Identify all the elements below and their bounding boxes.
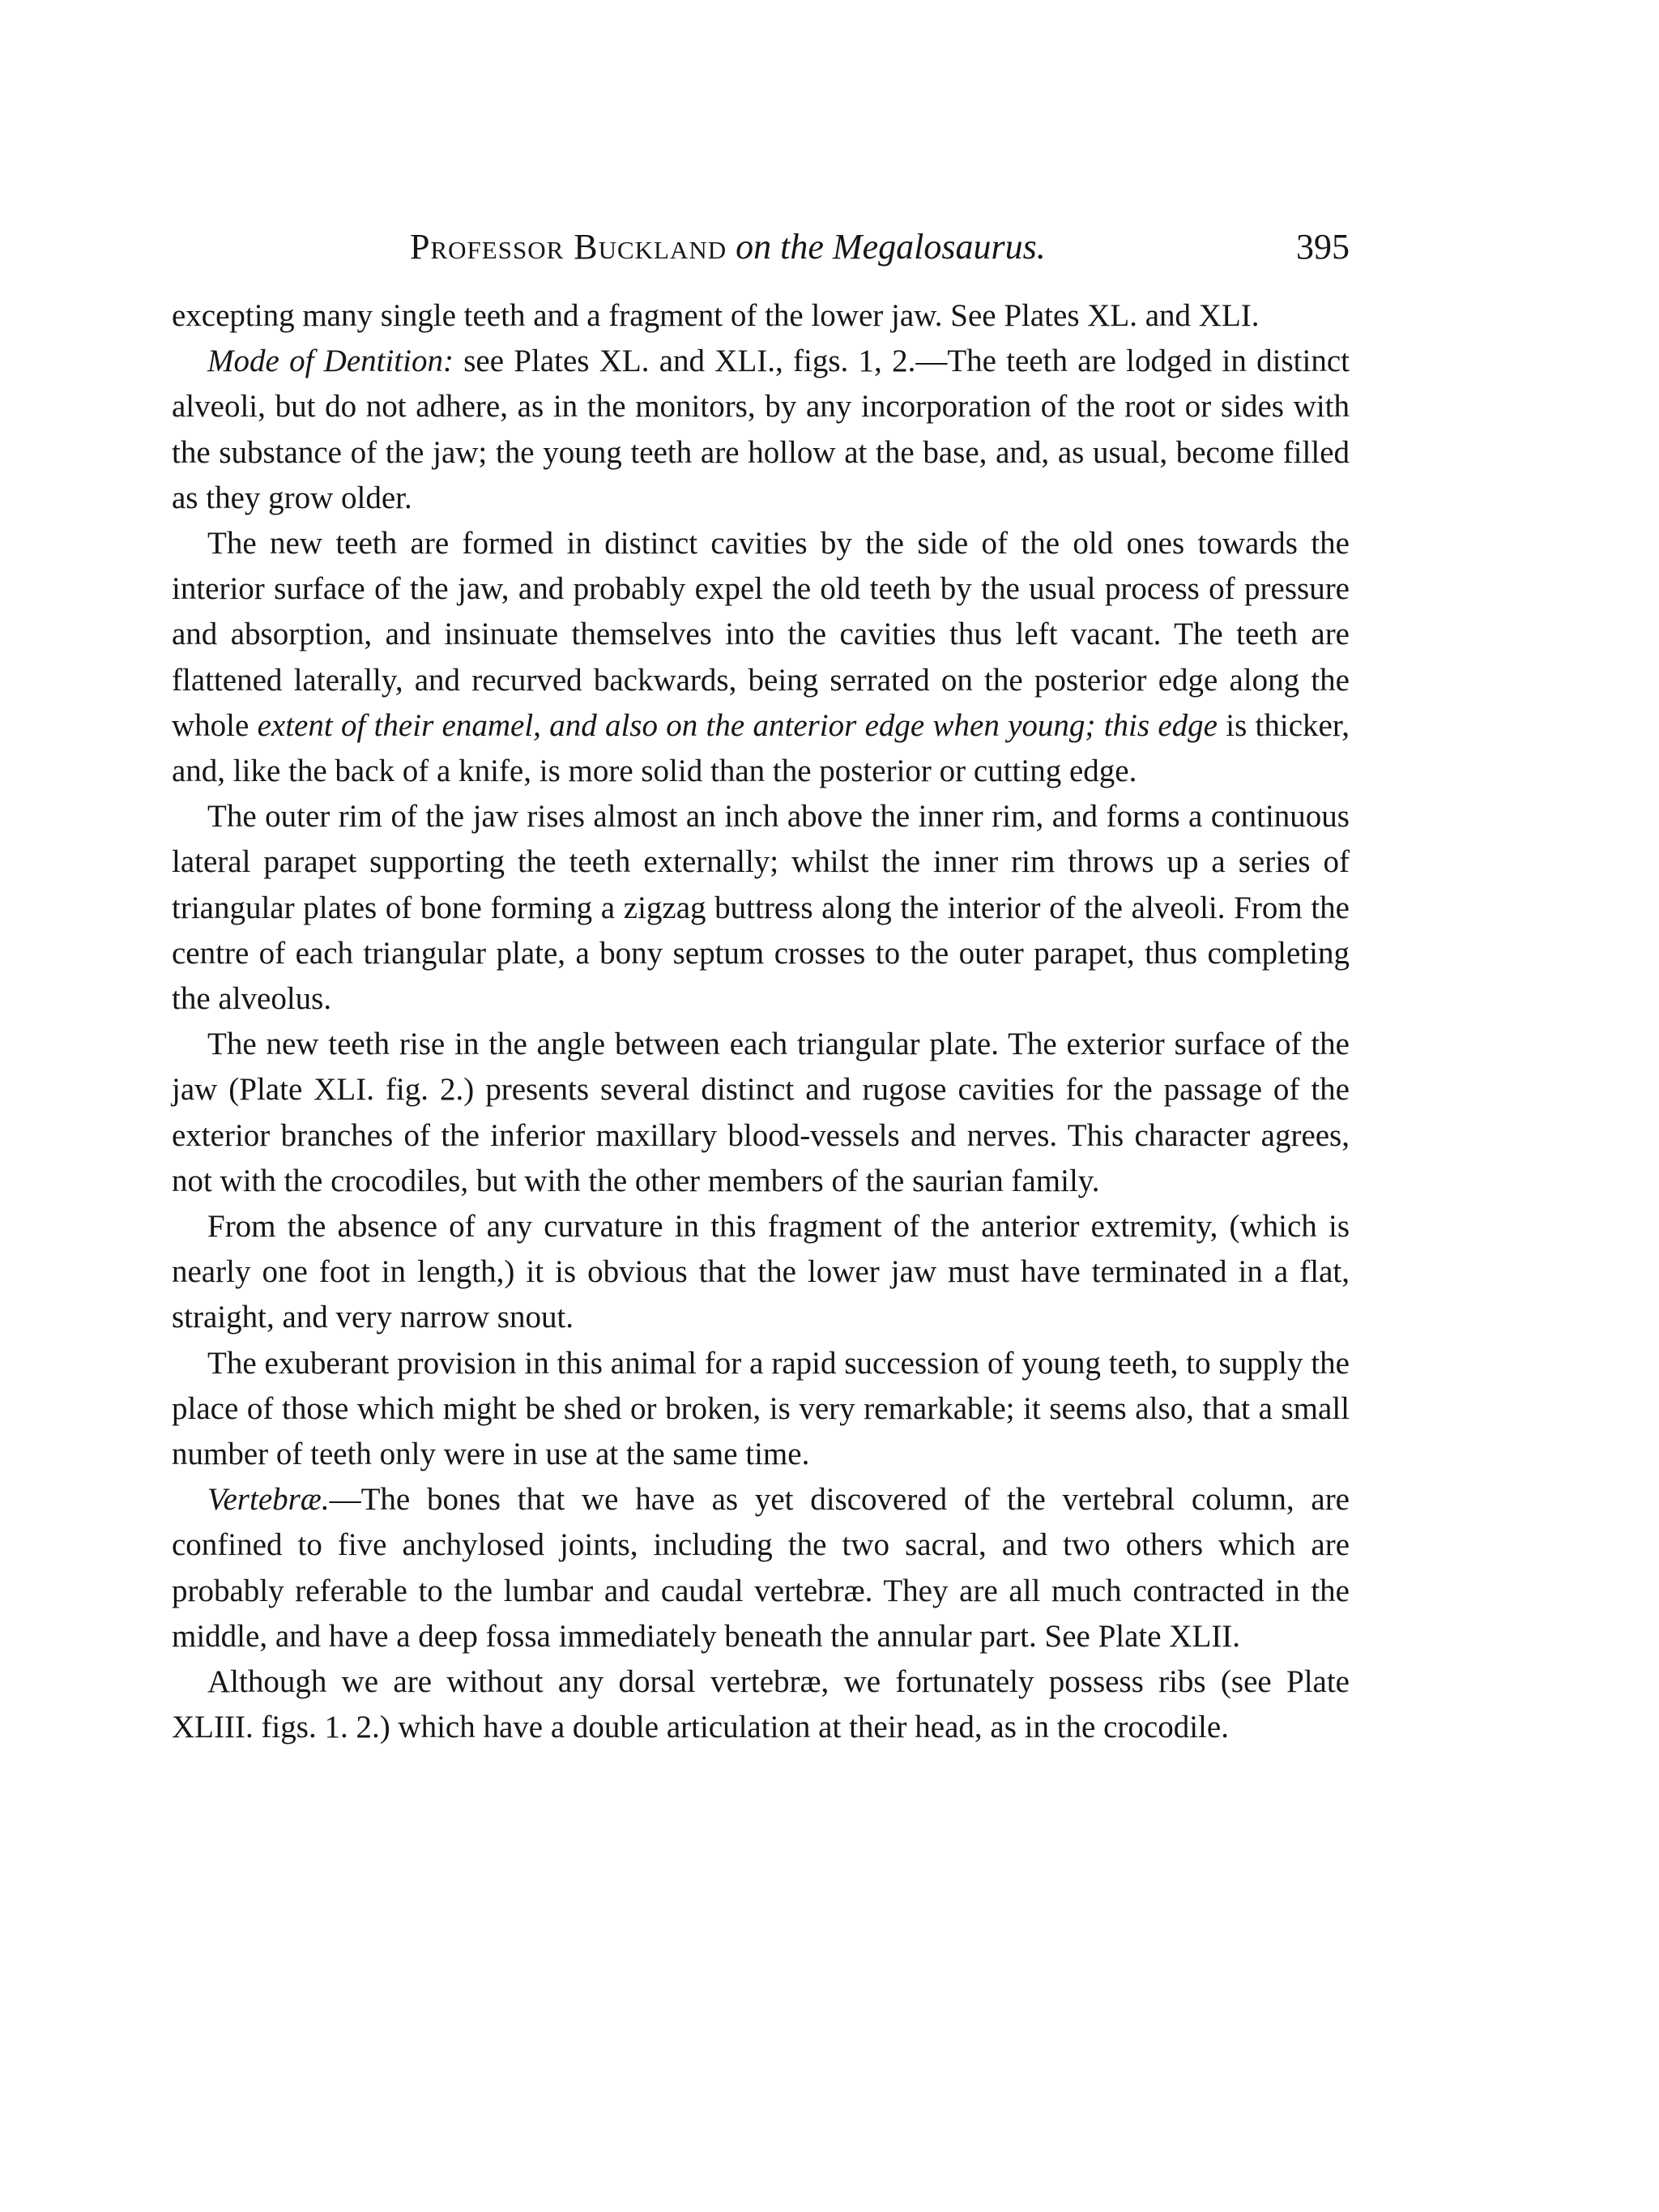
paragraph-curvature: From the absence of any curvature in this fragment of the anterior extremity, (which is nearly one foot in length,) it is obvious that the lower jaw must have terminated in a flat, straight, and very narrow snout. [172, 1209, 1350, 1335]
title-connector: on the [736, 227, 824, 267]
paragraph-outer-rim: The outer rim of the jaw rises almost an inch above the inner rim, and forms a continuous lateral parapet supporting the teeth externally; whilst the inner rim throws up a series of triangular plates of bone forming a zigzag buttress along the interior of the alveoli. From the centre of each triangular plate, a bony septum crosses to the outer parapet, thus completing the alveolus. [172, 799, 1350, 1017]
paragraph-text: see Plates XL. and XLI., figs. 1, 2.—The teeth are lodged in distinct alveoli, but do not adhere, as in the monitors, by any incorporation of the root or sides with the substance of the jaw; the young teeth are hollow at the base, and, as usual, become filled as they grow older. [172, 344, 1350, 515]
paragraph-ribs: Although we are without any dorsal vertebræ, we fortunately possess ribs (see Plate XLIII. figs. 1. 2.) which have a double articulation at their head, as in the crocodile. [172, 1664, 1350, 1745]
paragraph-exuberant-provision: The exuberant provision in this animal for a rapid succession of young teeth, to supply the place of those which might be shed or broken, is very remarkable; it seems also, that a small number of teeth only were in use at the same time. [172, 1345, 1350, 1472]
running-head [172, 222, 1350, 272]
paragraph-continuation: excepting many single teeth and a fragment of the lower jaw. See Plates XL. and XLI. [172, 298, 1260, 333]
author-name: Professor Buckland [410, 227, 727, 267]
paragraph-text: is thicker, and, like the back of a knife, is more solid than the posterior or cutting edge. [172, 707, 1350, 789]
subject-name: Megalosaurus. [832, 227, 1046, 267]
paragraph-vertebrae [172, 1477, 1350, 1659]
page-number: 395 [1296, 227, 1350, 267]
paragraph-new-teeth-rise: The new teeth rise in the angle between each triangular plate. The exterior surface of the jaw (Plate XLI. fig. 2.) presents several distinct and rugose cavities for the passage of the exterior branches of the inferior maxillary blood-vessels and nerves. This character agrees, not with the crocodiles, but with the other members of the saurian family. [172, 1027, 1350, 1198]
running-title [410, 222, 1046, 272]
section-lead-mode-of-dentition: Mode of Dentition: [207, 344, 454, 379]
body-text [172, 293, 1350, 1751]
paragraph-text: The new teeth are formed in distinct cavities by the side of the old ones towards the interior surface of the jaw, and probably expel the old teeth by the usual process of pressure and absorption, and insinuate themselves into the cavities thus left vacant. The teeth are flattened laterally, and recurved backwards, being serrated on the posterior edge along the whole [172, 526, 1350, 743]
italic-passage: extent of their enamel, and also on the anterior edge when young; this edge [257, 707, 1218, 743]
paragraph-new-teeth [172, 521, 1350, 794]
paragraph-text: —The bones that we have as yet discovered of the vertebral column, are confined to five anchylosed joints, including the two sacral, and two others which are probably referable to the lumbar and caudal vertebræ. They are all much contracted in the middle, and have a deep fossa immediately beneath the annular part. See Plate XLII. [172, 1482, 1350, 1654]
section-lead-vertebrae: Vertebræ. [207, 1482, 330, 1518]
paragraph-mode-of-dentition [172, 339, 1350, 521]
